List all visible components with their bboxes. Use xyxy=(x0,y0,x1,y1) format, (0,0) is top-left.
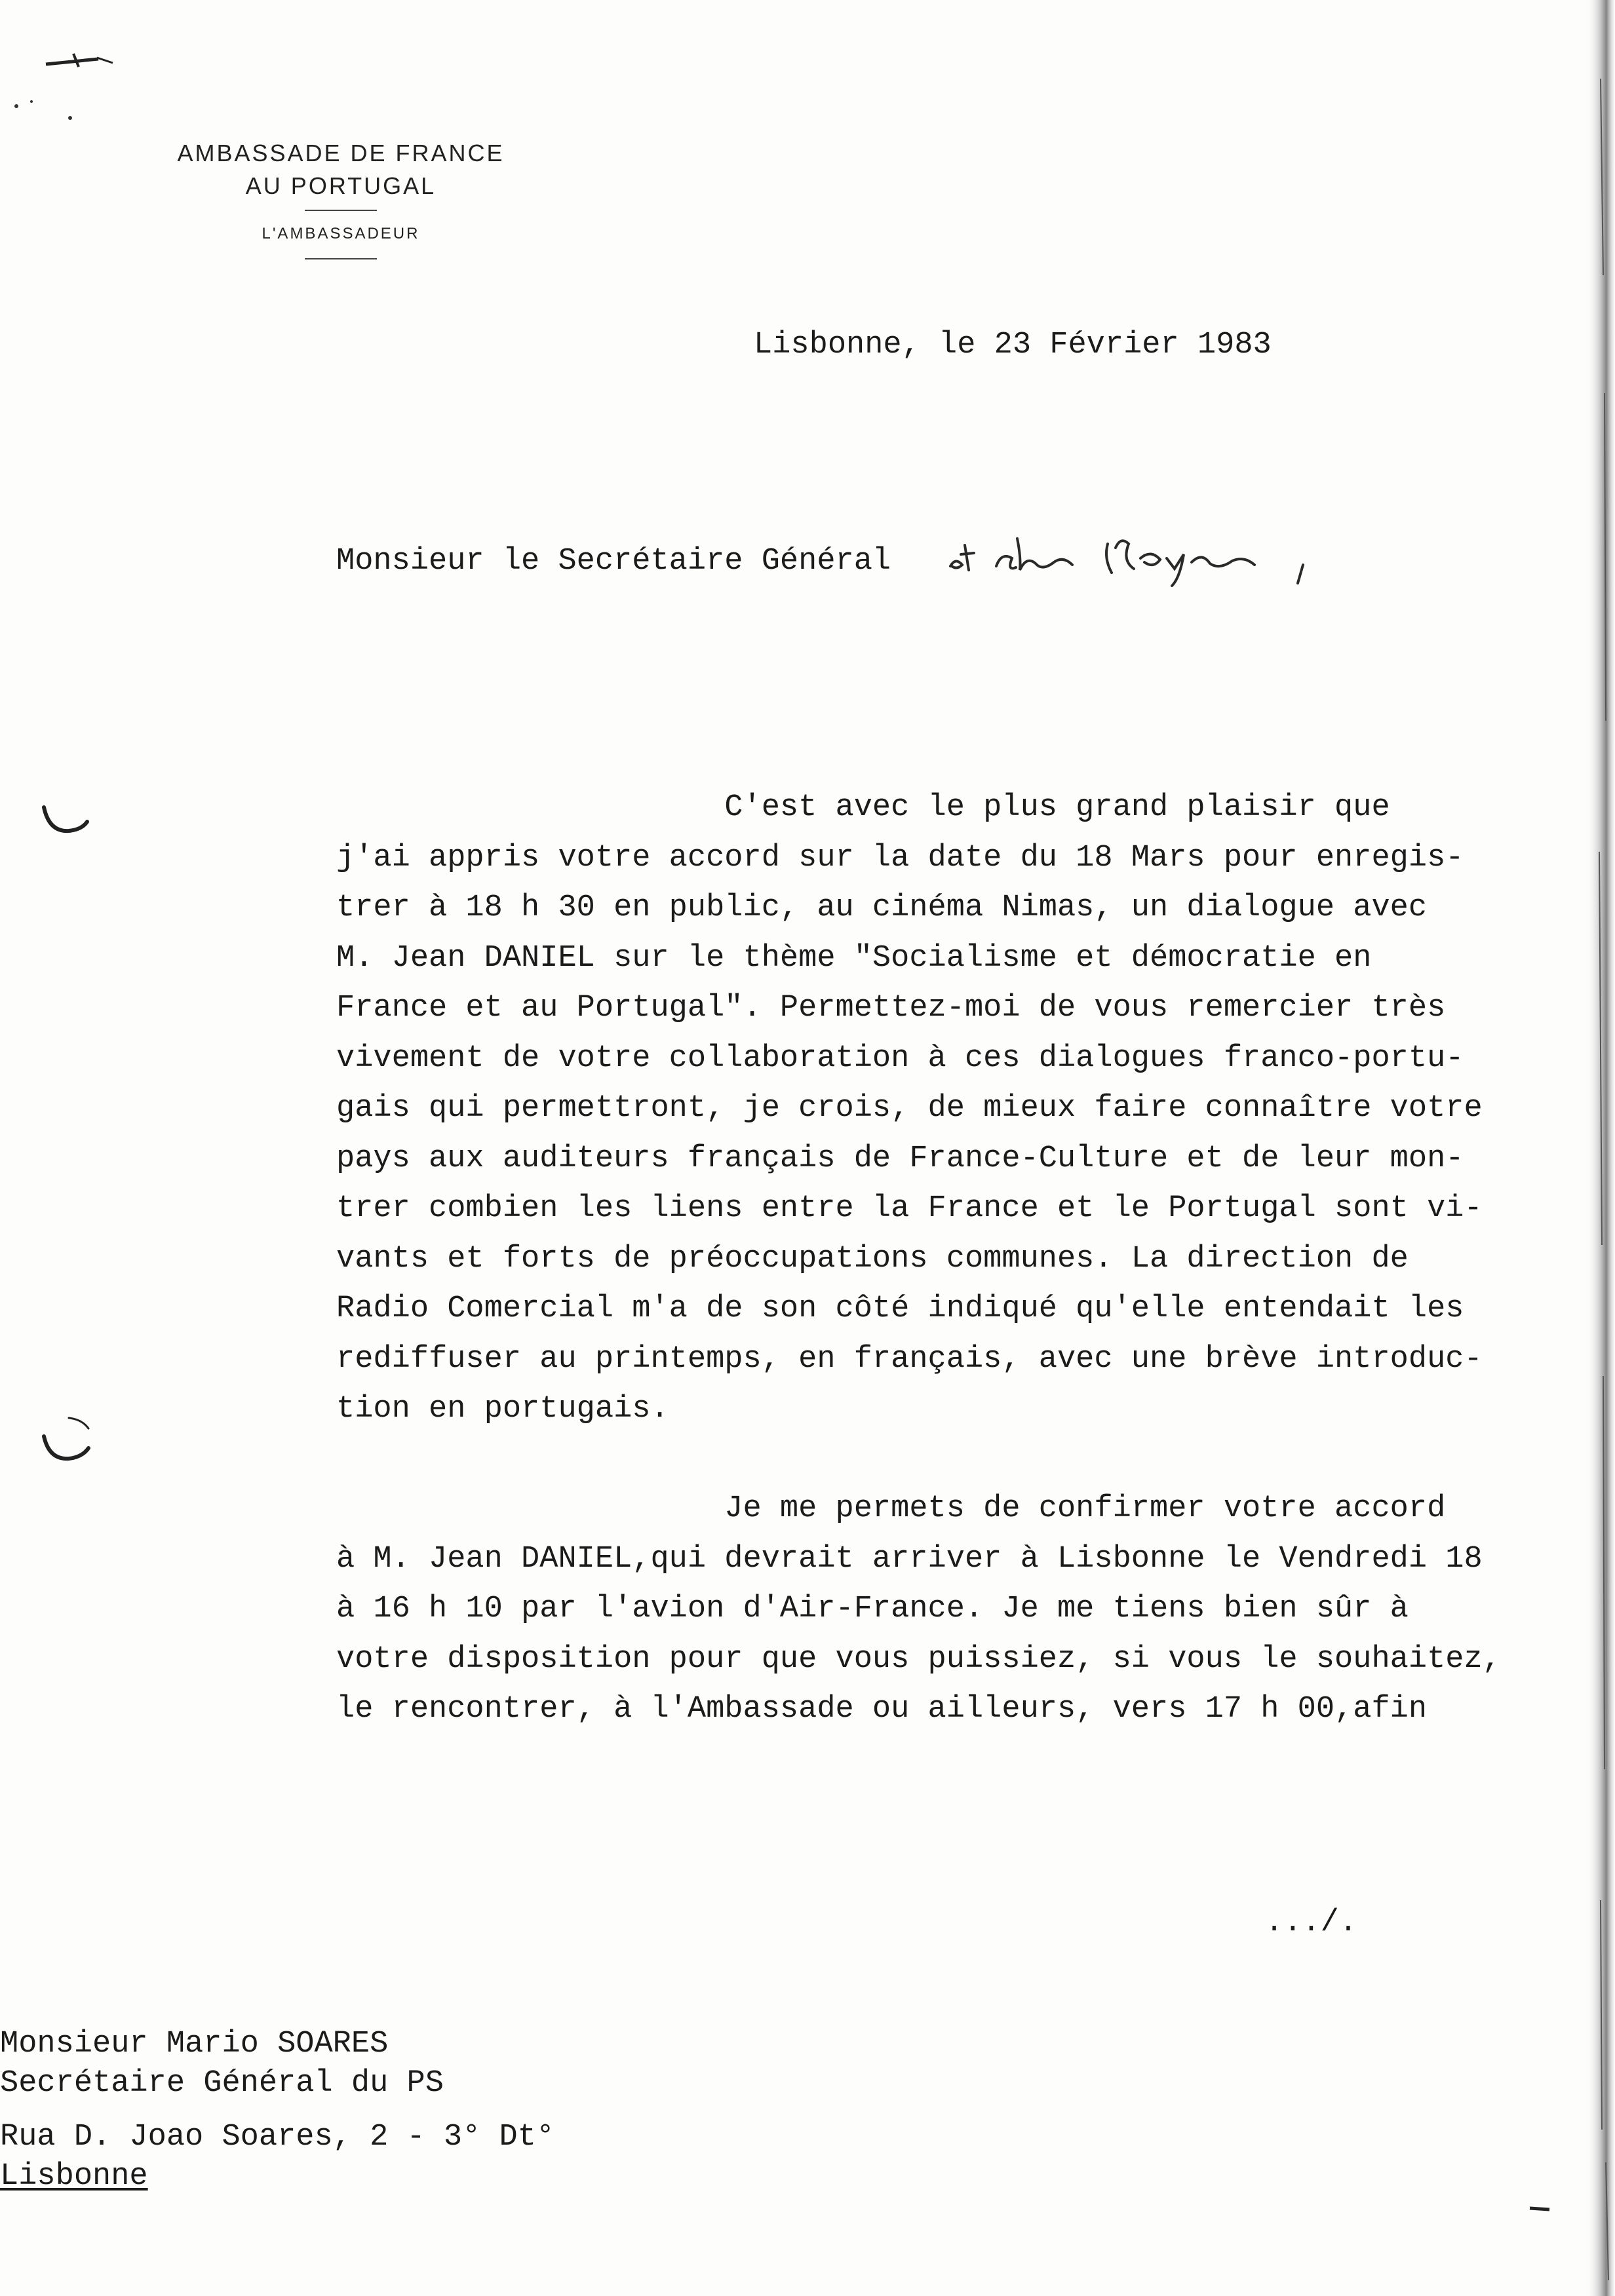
continued-mark: .../. xyxy=(1265,1905,1358,1940)
body-line: trer à 18 h 30 en public, au cinéma Nimas, un dialogue avec xyxy=(336,890,1428,925)
body-line: à 16 h 10 par l'avion d'Air-France. Je me tiens bien sûr à xyxy=(336,1592,1409,1626)
body-paragraph-2 xyxy=(336,1484,1582,1735)
letterhead xyxy=(131,139,551,259)
recipient-name: Monsieur Mario SOARES xyxy=(0,2027,389,2061)
corner-mark xyxy=(1527,2202,1553,2215)
recipient-title: Secrétaire Général du PS xyxy=(0,2066,444,2101)
body-line: trer combien les liens entre la France et le Portugal sont vi- xyxy=(336,1191,1483,1226)
body-line: vivement de votre collaboration à ces dialogues franco-portu- xyxy=(336,1041,1464,1076)
body-line: tion en portugais. xyxy=(336,1392,669,1426)
recipient-city: Lisbonne xyxy=(0,2159,148,2194)
handwritten-salutation xyxy=(944,532,1317,591)
body-paragraph-1 xyxy=(336,783,1582,1435)
letterhead-title: L'AMBASSADEUR xyxy=(262,225,420,242)
recipient-address xyxy=(0,2025,555,2196)
letterhead-rule xyxy=(305,258,377,259)
body-line: vants et forts de préoccupations communes. La direction de xyxy=(336,1241,1409,1276)
body-line: j'ai appris votre accord sur la date du 18 Mars pour enregis- xyxy=(336,840,1464,875)
recipient-street: Rua D. Joao Soares, 2 - 3° Dt° xyxy=(0,2120,555,2154)
salutation-typed: Monsieur le Secrétaire Général xyxy=(336,544,891,579)
body-line: M. Jean DANIEL sur le thème "Socialisme et démocratie en xyxy=(336,940,1372,976)
letterhead-embassy: AMBASSADE DE FRANCE xyxy=(177,140,505,166)
pen-mark-top-left xyxy=(39,39,118,79)
letterhead-rule xyxy=(305,210,377,211)
dot-marks xyxy=(10,98,75,138)
body-line: C'est avec le plus grand plaisir que xyxy=(336,790,1390,825)
body-line: votre disposition pour que vous puissiez, si vous le souhaitez, xyxy=(336,1641,1501,1677)
body-line: Je me permets de confirmer votre accord xyxy=(336,1491,1446,1526)
body-line: à M. Jean DANIEL,qui devrait arriver à Lisbonne le Vendredi 18 xyxy=(336,1541,1483,1577)
body-line: gais qui permettront, je crois, de mieux faire connaître votre xyxy=(336,1091,1483,1126)
body-line: rediffuser au printemps, en français, avec une brève introduc- xyxy=(336,1341,1483,1377)
body-line: Radio Comercial m'a de son côté indiqué qu'elle entendait les xyxy=(336,1292,1464,1326)
body-line: pays aux auditeurs français de France-Culture et de leur mon- xyxy=(336,1141,1464,1176)
body-line: France et au Portugal". Permettez-moi de vous remercier très xyxy=(336,991,1446,1025)
letterhead-country: AU PORTUGAL xyxy=(245,172,437,199)
date-line: Lisbonne, le 23 Février 1983 xyxy=(754,328,1272,362)
punch-hole-mark xyxy=(36,799,95,845)
body-line: le rencontrer, à l'Ambassade ou ailleurs, vers 17 h 00,afin xyxy=(336,1692,1428,1727)
punch-hole-mark xyxy=(36,1409,95,1468)
scan-edge-shadow xyxy=(1586,0,1615,2296)
